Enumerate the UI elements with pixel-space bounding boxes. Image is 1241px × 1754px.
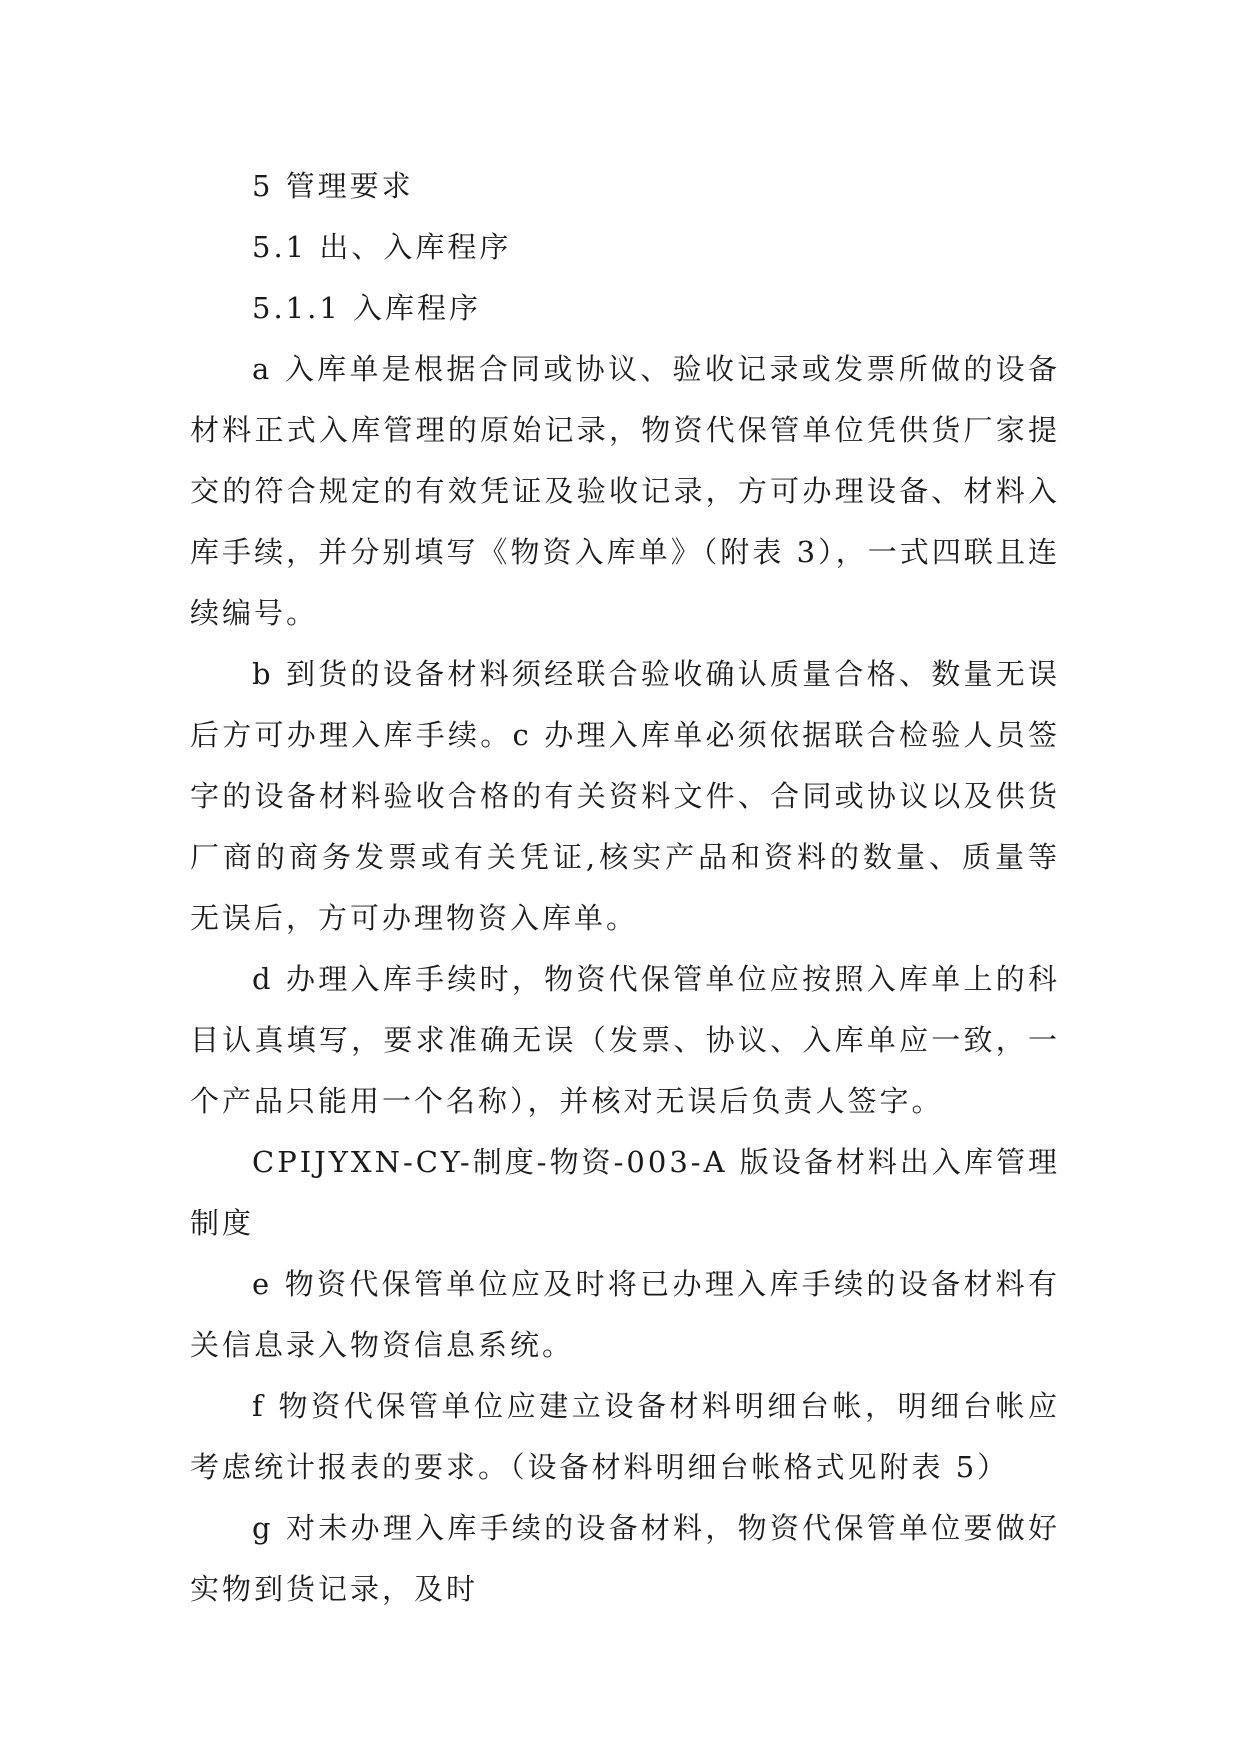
document-code-line: CPIJYXN-CY-制度-物资-003-A 版设备材料出入库管理制度 — [190, 1145, 1060, 1240]
paragraph-a: a 入库单是根据合同或协议、验收记录或发票所做的设备材料正式入库管理的原始记录，物资代保管单位凭供货厂家提交的符合规定的有效凭证及验收记录，方可办理设备、材料入库手续，并分别填写《物资入库单》（附表 3），一式四联且连续编号。 — [190, 352, 1060, 630]
paragraph-f: f 物资代保管单位应建立设备材料明细台帐，明细台帐应考虑统计报表的要求。（设备材料明细台帐格式见附表 5） — [190, 1389, 1060, 1484]
paragraph-d: d 办理入库手续时，物资代保管单位应按照入库单上的科目认真填写，要求准确无误（发票、协议、入库单应一致，一个产品只能用一个名称），并核对无误后负责人签字。 — [190, 962, 1060, 1118]
section-heading: 5 管理要求 — [252, 169, 414, 203]
subsection-heading: 5.1 出、入库程序 — [252, 230, 512, 264]
document-body — [190, 156, 1060, 1620]
sub-subsection-heading: 5.1.1 入库程序 — [252, 291, 482, 325]
paragraph-g: g 对未办理入库手续的设备材料，物资代保管单位要做好实物到货记录，及时 — [190, 1511, 1060, 1606]
paragraph-e: e 物资代保管单位应及时将已办理入库手续的设备材料有关信息录入物资信息系统。 — [190, 1267, 1060, 1362]
paragraph-b-c: b 到货的设备材料须经联合验收确认质量合格、数量无误后方可办理入库手续。c 办理入库单必须依据联合检验人员签字的设备材料验收合格的有关资料文件、合同或协议以及供货厂商的商务发票或有关凭证,核实产品和资料的数量、质量等无误后，方可办理物资入库单。 — [190, 657, 1060, 935]
